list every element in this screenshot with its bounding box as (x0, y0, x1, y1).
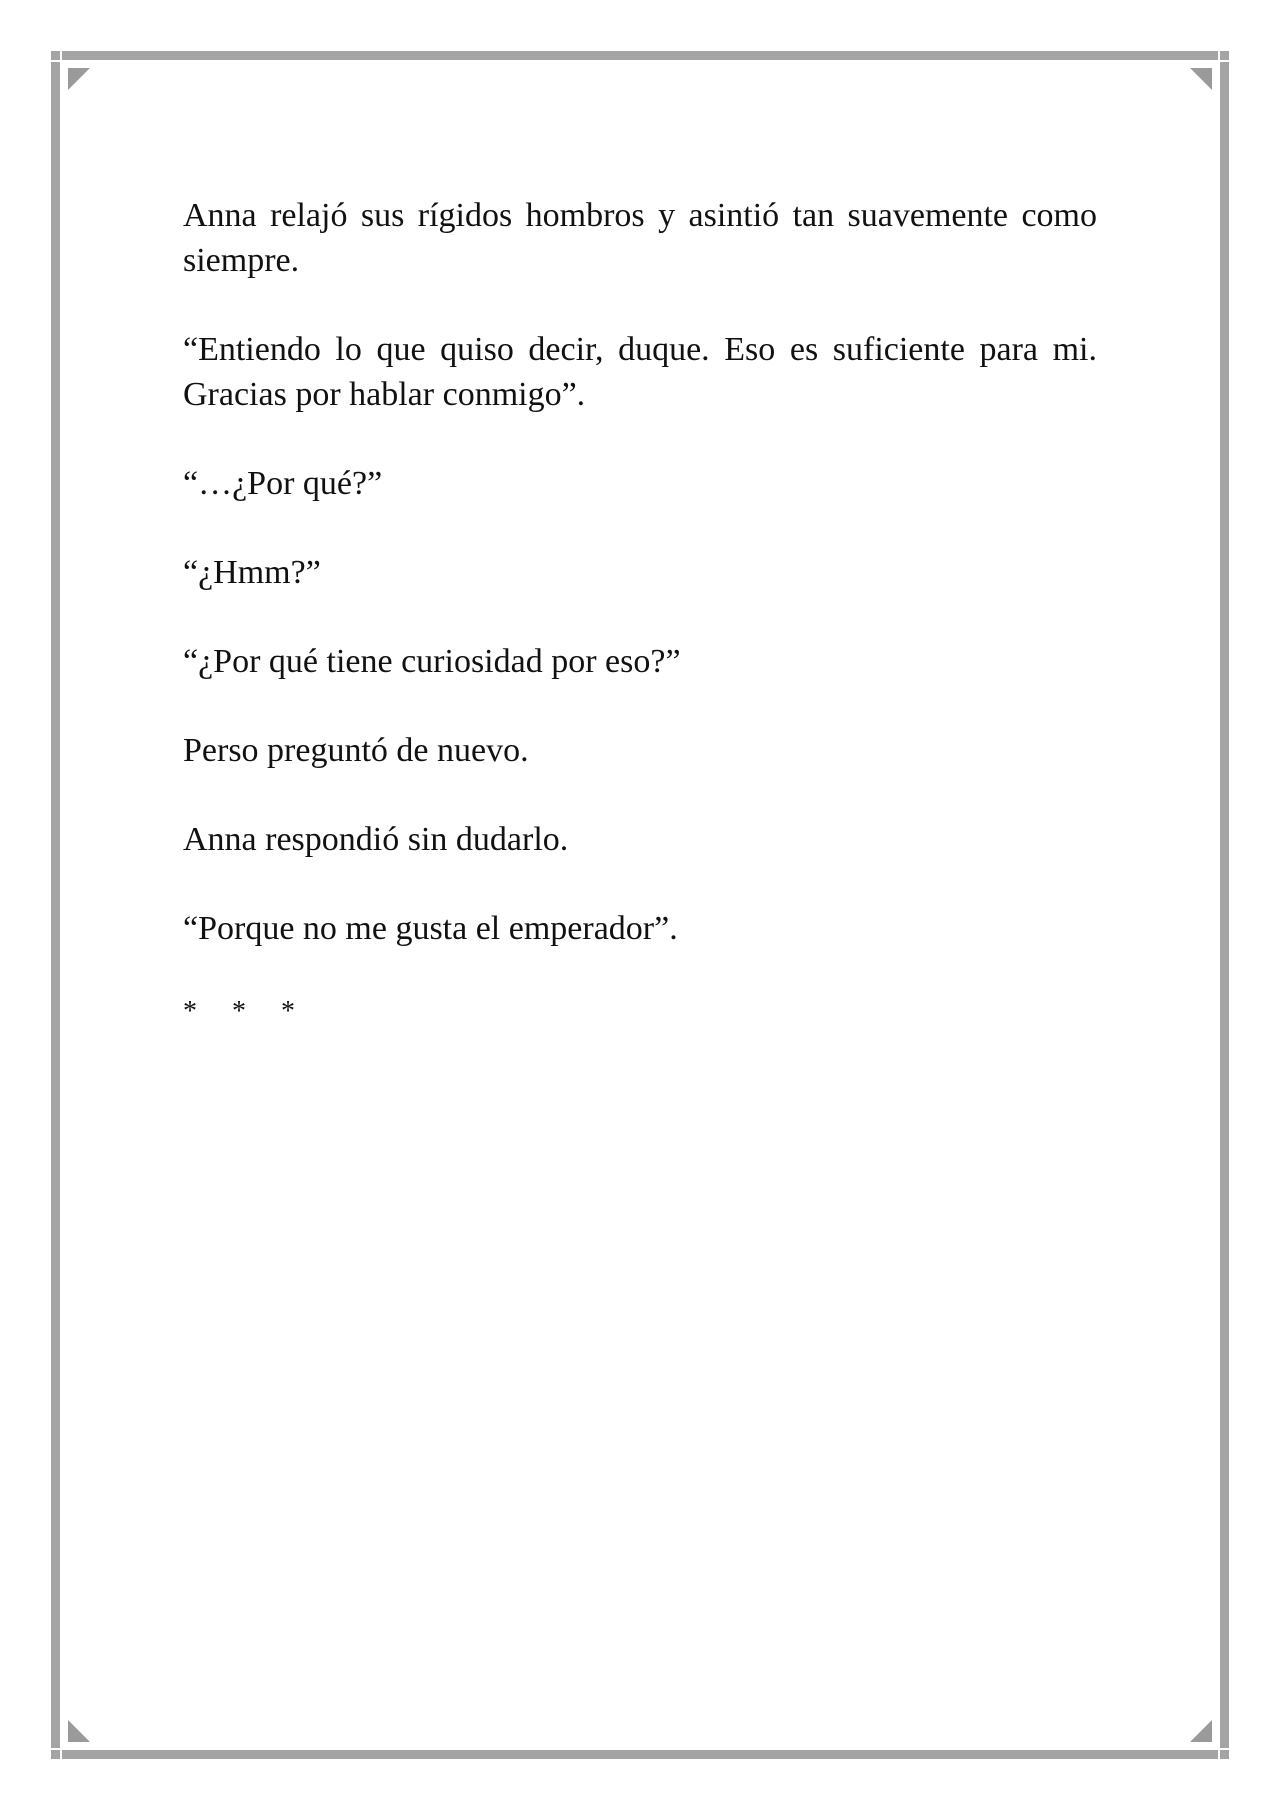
frame-corner-square-top-right (1220, 51, 1229, 60)
frame-corner-square-top-left (51, 51, 60, 60)
frame-corner-triangle-bottom-right (1190, 1720, 1212, 1742)
scene-separator: * * * (183, 996, 309, 1027)
paragraph: Anna relajó sus rígidos hombros y asintió tan suavemente como siempre. (183, 197, 1097, 279)
frame-corner-square-bottom-left (51, 1750, 60, 1759)
page-body (183, 193, 1097, 1078)
frame-corner-triangle-bottom-left (68, 1720, 90, 1742)
paragraph: Perso preguntó de nuevo. (183, 732, 529, 769)
frame-corner-triangle-top-right (1190, 68, 1212, 90)
paragraph: Anna respondió sin dudarlo. (183, 821, 569, 858)
paragraph: “Porque no me gusta el emperador”. (183, 910, 678, 947)
frame-bottom-border (62, 1750, 1218, 1759)
paragraph: “…¿Por qué?” (183, 465, 383, 502)
paragraph: “Entiendo lo que quiso decir, duque. Eso es suficiente para mi. Gracias por hablar conmigo”. (183, 331, 1097, 413)
frame-corner-triangle-top-left (68, 68, 90, 90)
frame-right-border (1220, 62, 1229, 1748)
frame-corner-square-bottom-right (1220, 1750, 1229, 1759)
frame-left-border (51, 62, 60, 1748)
frame-top-border (62, 51, 1218, 60)
paragraph: “¿Por qué tiene curiosidad por eso?” (183, 643, 681, 680)
paragraph: “¿Hmm?” (183, 554, 321, 591)
